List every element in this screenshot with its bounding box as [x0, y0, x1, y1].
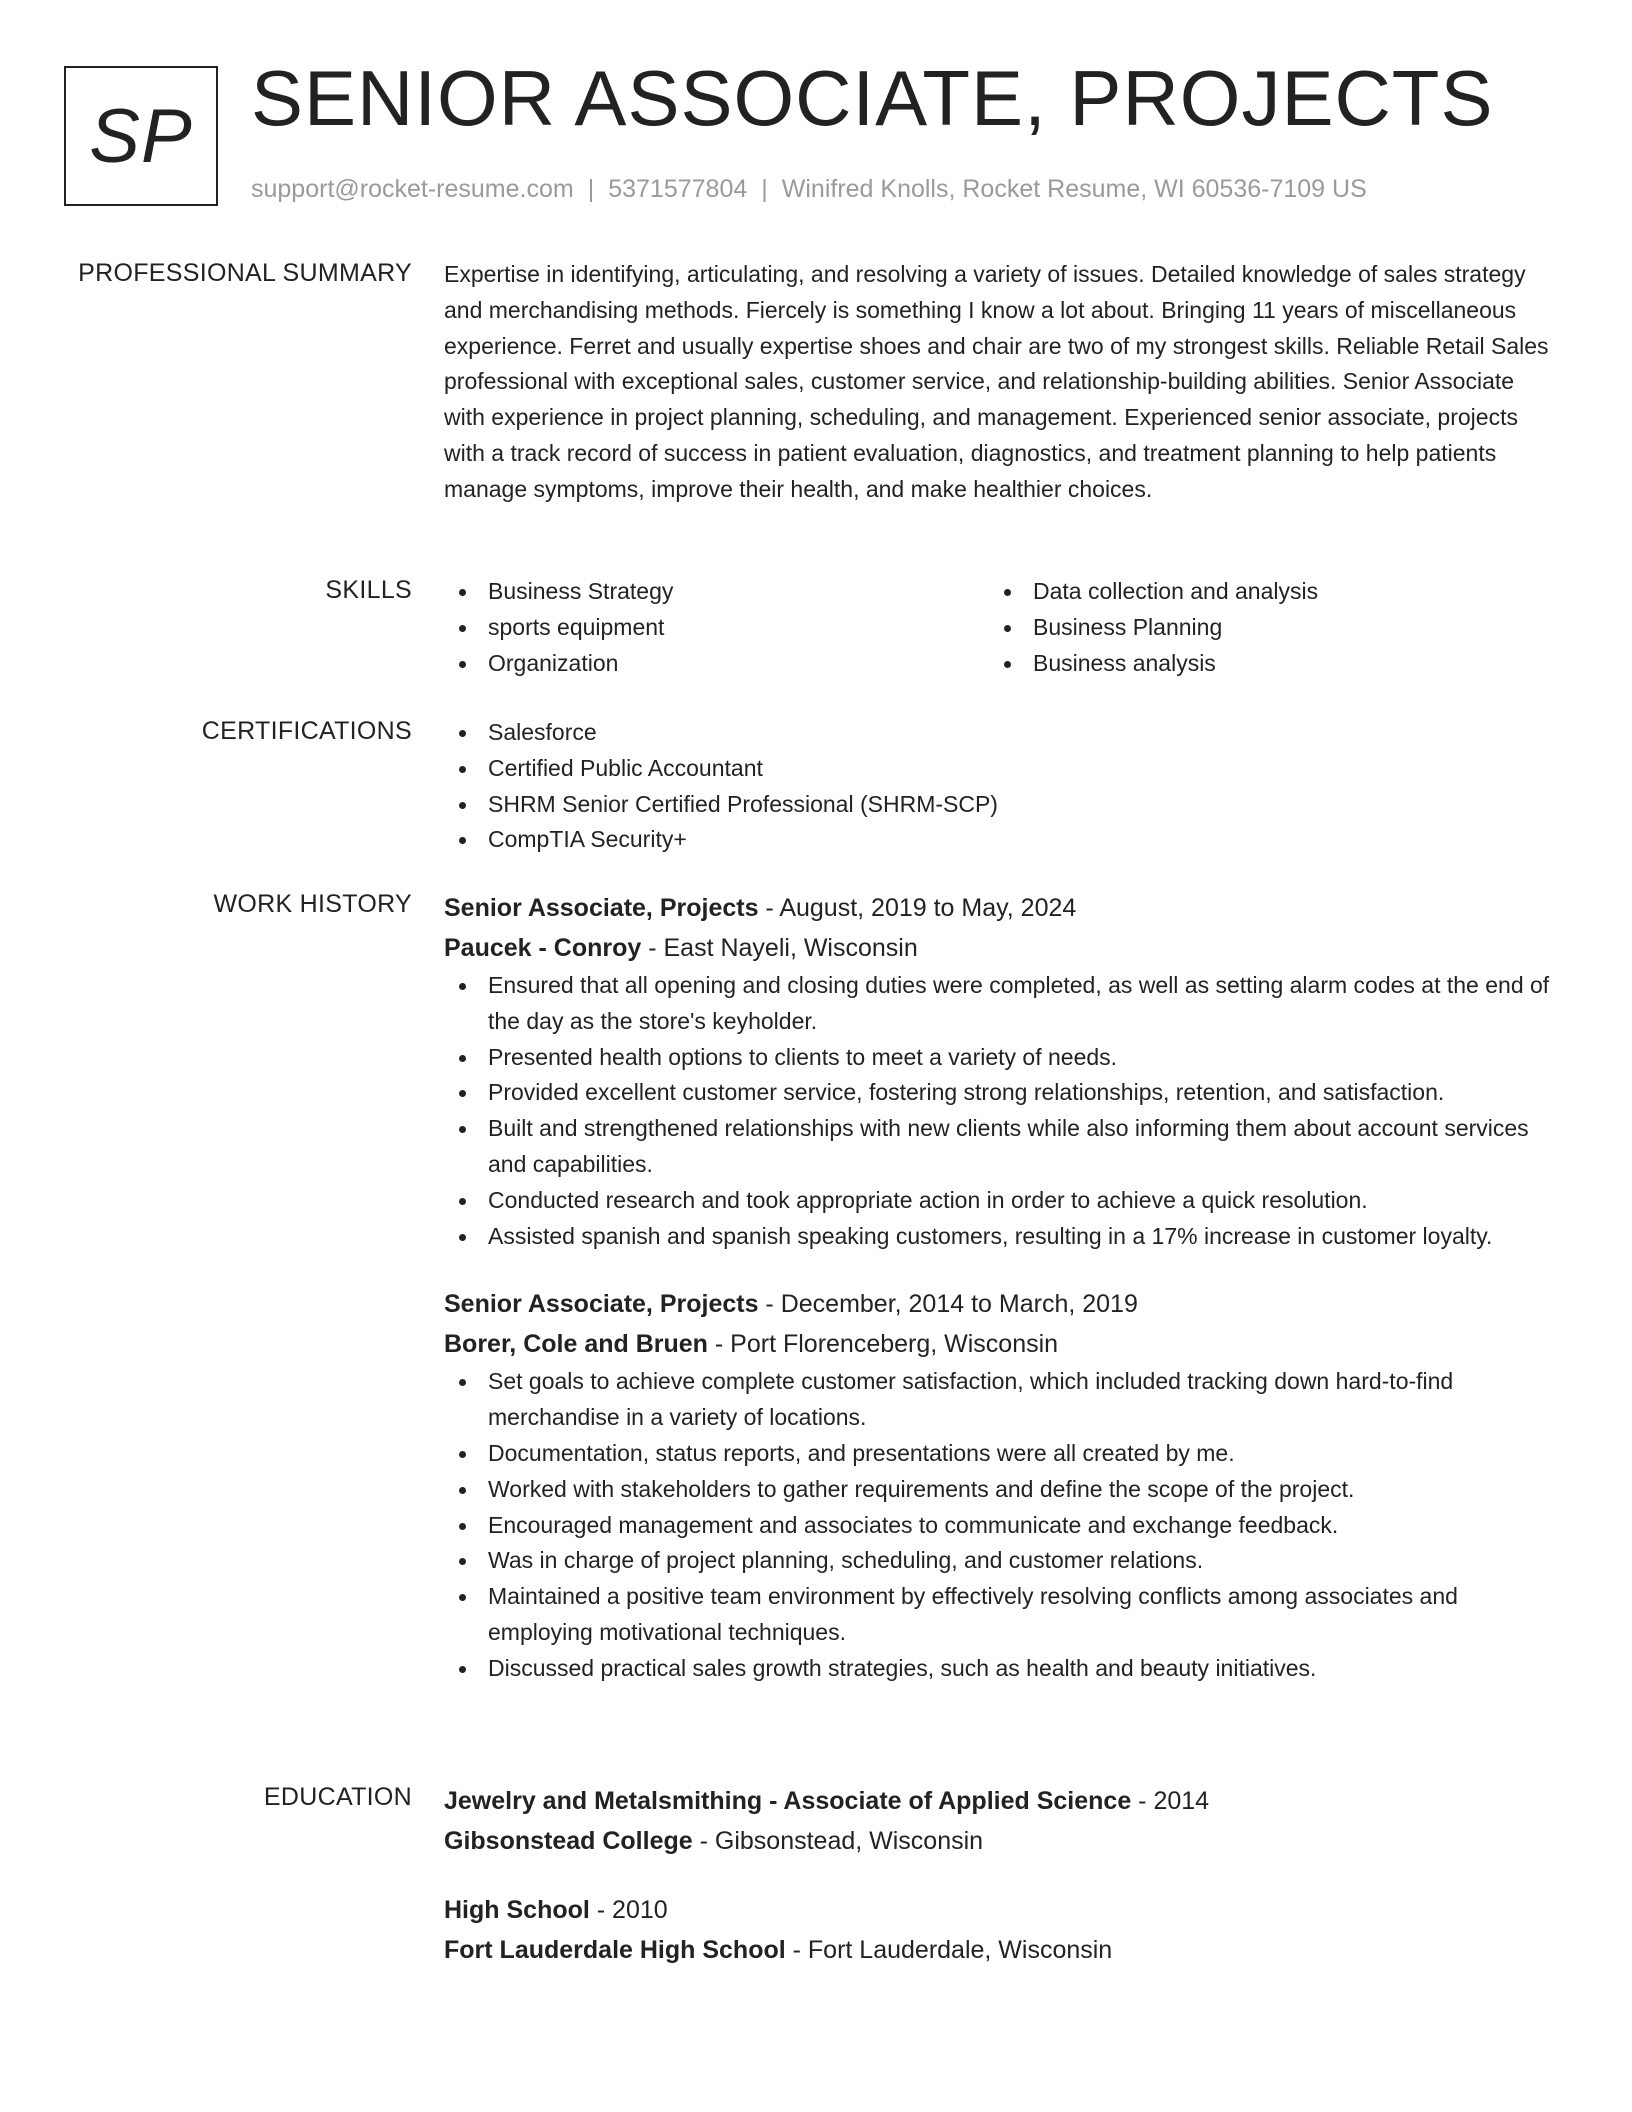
- list-item: CompTIA Security+: [444, 822, 1554, 858]
- job-title: Senior Associate, Projects: [444, 1290, 759, 1319]
- summary-text: Expertise in identifying, articulating, and resolving a variety of issues. Detailed knowledge of sales strategy and merchandising methods. Fiercely is something I know a lot about. Bringing 11 years of miscellaneous experience. Ferret and usually expertise shoes and chair are two of my strongest skills. Reliable Retail Sales professional with exceptional sales, customer service, and relationship-building abilities. Senior Associate with experience in project planning, scheduling, and management. Experienced senior associate, projects with a track record of success in patient evaluation, diagnostics, and treatment planning to help patients manage symptoms, improve their health, and make healthier choices.: [444, 261, 1549, 502]
- skills-column-left: [444, 574, 989, 681]
- list-item: sports equipment: [444, 610, 989, 646]
- contact-separator: |: [587, 175, 595, 203]
- list-item: Discussed practical sales growth strategies, such as health and beauty initiatives.: [444, 1651, 1554, 1687]
- list-item: Set goals to achieve complete customer satisfaction, which included tracking down hard-to-find merchandise in a variety of locations.: [444, 1364, 1554, 1436]
- list-item: Data collection and analysis: [989, 574, 1534, 610]
- education-entry: [444, 1890, 1554, 1970]
- list-item: Provided excellent customer service, fostering strong relationships, retention, and satisfaction.: [444, 1075, 1554, 1111]
- list-item: Certified Public Accountant: [444, 751, 1554, 787]
- page-title: SENIOR ASSOCIATE, PROJECTS: [251, 54, 1494, 142]
- job-title-line: [444, 1284, 1554, 1324]
- job-duties-list: [444, 968, 1554, 1254]
- list-item: Salesforce: [444, 715, 1554, 751]
- job-dates: - December, 2014 to March, 2019: [758, 1290, 1138, 1319]
- job-title: Senior Associate, Projects: [444, 894, 759, 922]
- contact-phone[interactable]: 5371577804: [608, 175, 748, 203]
- list-item: Organization: [444, 646, 989, 682]
- list-item: Ensured that all opening and closing duties were completed, as well as setting alarm codes at the end of the day as the store's keyholder.: [444, 968, 1554, 1040]
- job-employer-line: [444, 928, 1554, 968]
- contact-separator: |: [761, 175, 768, 203]
- list-item: Conducted research and took appropriate action in order to achieve a quick resolution.: [444, 1183, 1554, 1219]
- job-employer: Borer, Cole and Bruen: [444, 1330, 708, 1359]
- education-degree-line: [444, 1781, 1554, 1821]
- job-employer: Paucek - Conroy: [444, 934, 642, 962]
- education-degree-line: [444, 1890, 1554, 1930]
- skills-list: [444, 574, 1554, 681]
- education-degree: High School: [444, 1896, 590, 1924]
- job-title-line: [444, 888, 1554, 928]
- contact-email[interactable]: support@rocket-resume.com: [251, 175, 574, 203]
- list-item: Assisted spanish and spanish speaking customers, resulting in a 17% increase in customer loyalty.: [444, 1219, 1554, 1255]
- list-item: Worked with stakeholders to gather requirements and define the scope of the project.: [444, 1472, 1554, 1508]
- section-label-summary: PROFESSIONAL SUMMARY: [78, 259, 412, 287]
- education-school-line: [444, 1930, 1554, 1970]
- list-item: Business Strategy: [444, 574, 989, 610]
- education-degree: Jewelry and Metalsmithing - Associate of Applied Science: [444, 1787, 1132, 1815]
- contact-line: [251, 175, 1367, 204]
- list-item: Maintained a positive team environment by effectively resolving conflicts among associates and employing motivational techniques.: [444, 1579, 1554, 1651]
- contact-address: Winifred Knolls, Rocket Resume, WI 60536-7109 US: [781, 175, 1367, 203]
- job-entry: [444, 888, 1554, 1254]
- education-year: - 2010: [589, 1896, 668, 1924]
- education-year: - 2014: [1131, 1787, 1210, 1815]
- education-school-line: [444, 1821, 1554, 1861]
- list-item: Was in charge of project planning, scheduling, and customer relations.: [444, 1543, 1554, 1579]
- summary-body: [444, 257, 1554, 508]
- list-item: Business Planning: [989, 610, 1534, 646]
- section-label-certifications: CERTIFICATIONS: [201, 717, 412, 745]
- section-label-work-history: WORK HISTORY: [213, 890, 412, 918]
- job-dates: - August, 2019 to May, 2024: [758, 894, 1077, 922]
- education-school: Fort Lauderdale High School: [444, 1936, 786, 1964]
- list-item: Presented health options to clients to meet a variety of needs.: [444, 1040, 1554, 1076]
- work-history-body: [444, 888, 1554, 1687]
- skills-column-right: [989, 574, 1534, 681]
- list-item: Encouraged management and associates to communicate and exchange feedback.: [444, 1508, 1554, 1544]
- monogram-logo: SP: [64, 66, 218, 206]
- job-location: - East Nayeli, Wisconsin: [641, 934, 918, 962]
- education-entry: [444, 1781, 1554, 1861]
- certifications-body: [444, 715, 1554, 858]
- job-entry: [444, 1284, 1554, 1686]
- education-school: Gibsonstead College: [444, 1827, 693, 1855]
- job-employer-line: [444, 1324, 1554, 1364]
- list-item: Business analysis: [989, 646, 1534, 682]
- education-body: [444, 1781, 1554, 1970]
- job-location: - Port Florenceberg, Wisconsin: [707, 1330, 1059, 1359]
- section-label-education: EDUCATION: [263, 1783, 412, 1811]
- certifications-list: [444, 715, 1554, 858]
- job-duties-list: [444, 1364, 1554, 1686]
- education-location: - Fort Lauderdale, Wisconsin: [785, 1936, 1113, 1964]
- list-item: Documentation, status reports, and presentations were all created by me.: [444, 1436, 1554, 1472]
- section-label-skills: SKILLS: [325, 576, 412, 604]
- list-item: SHRM Senior Certified Professional (SHRM-SCP): [444, 787, 1554, 823]
- list-item: Built and strengthened relationships with new clients while also informing them about account services and capabilities.: [444, 1111, 1554, 1183]
- education-location: - Gibsonstead, Wisconsin: [692, 1827, 984, 1855]
